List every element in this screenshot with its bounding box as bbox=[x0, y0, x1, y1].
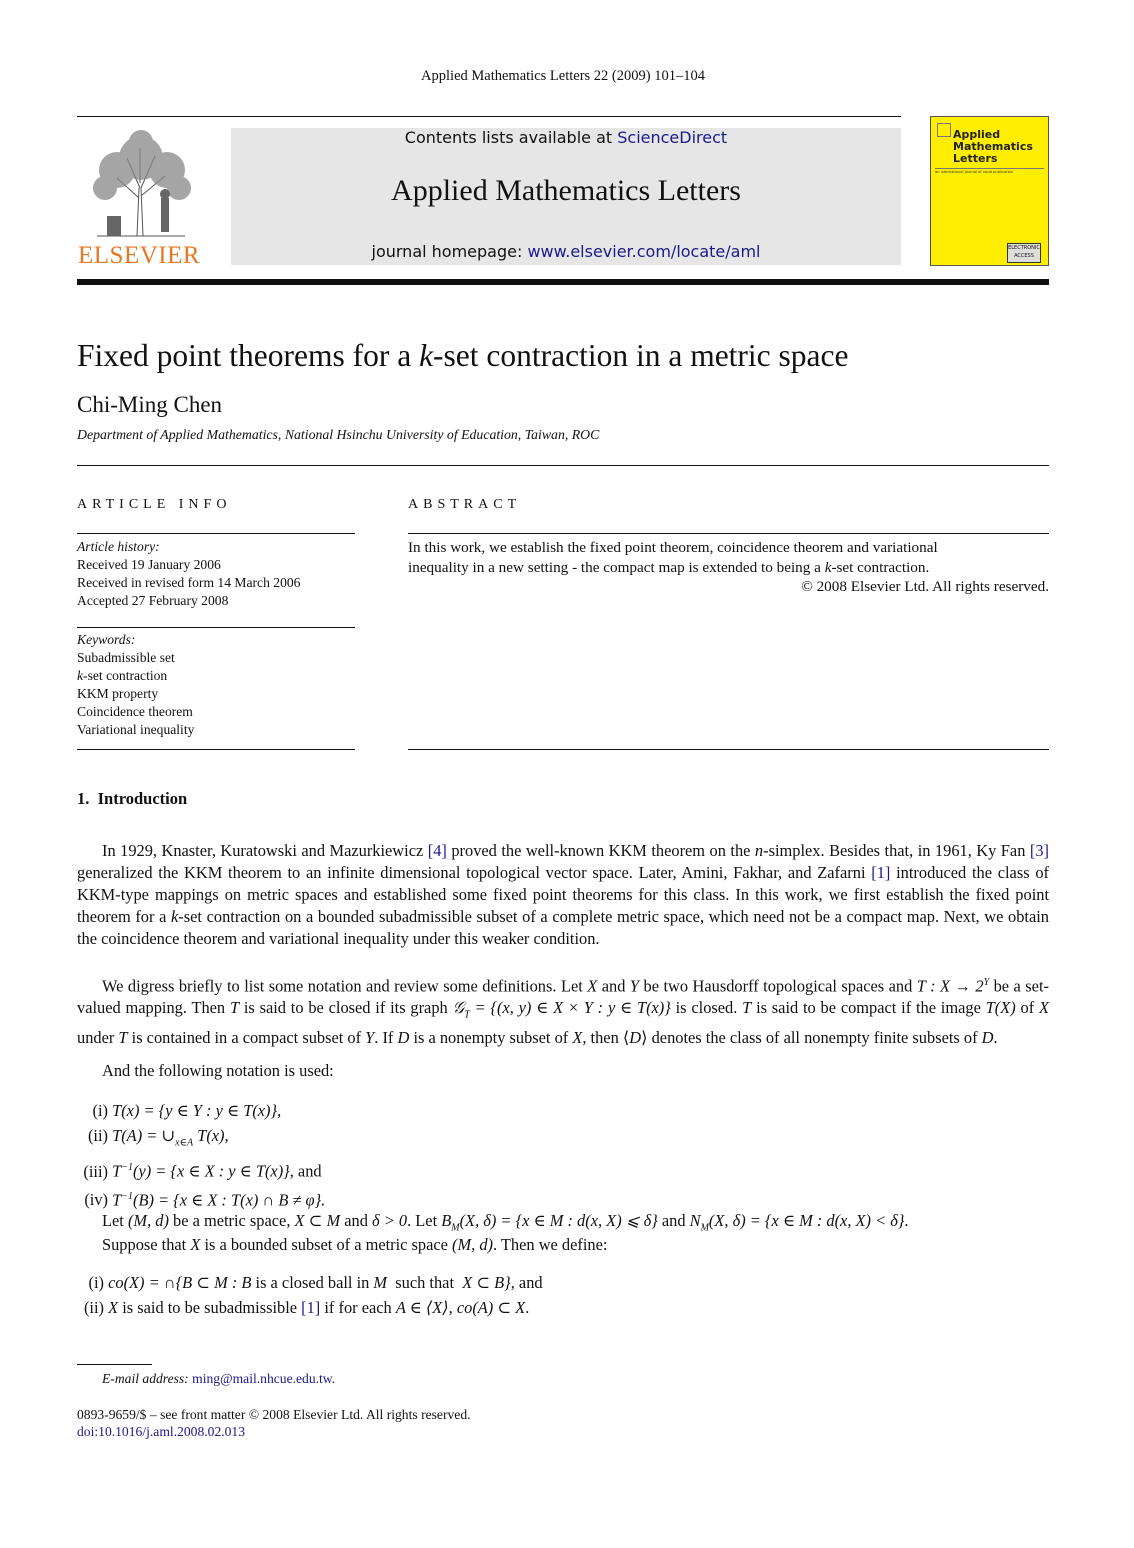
list-item bbox=[77, 1155, 325, 1183]
math-graph: 𝒢 bbox=[452, 998, 465, 1018]
text: We digress briefly to list some notation and review some definitions. Let bbox=[102, 976, 588, 996]
email-link[interactable]: ming@mail.nhcue.edu.tw bbox=[192, 1371, 332, 1386]
issn-line: 0893-9659/$ – see front matter © 2008 Elsevier Ltd. All rights reserved. bbox=[77, 1407, 471, 1422]
keyword: Variational inequality bbox=[77, 722, 195, 737]
article-info-heading: ARTICLE INFO bbox=[77, 497, 232, 512]
cover-badge: ELECTRONIC ACCESS bbox=[1007, 243, 1041, 263]
list-expr: T bbox=[112, 1161, 122, 1181]
math-Y: Y bbox=[629, 976, 640, 996]
suppose-paragraph bbox=[102, 1234, 607, 1256]
math: (M, d) bbox=[127, 1211, 169, 1230]
math-sup: −1 bbox=[121, 1162, 133, 1174]
footer bbox=[77, 1406, 471, 1440]
text: . bbox=[525, 1298, 530, 1317]
math: B bbox=[441, 1211, 452, 1230]
list-expr: T(x), bbox=[193, 1126, 229, 1145]
keywords-label: Keywords: bbox=[77, 632, 136, 647]
keywords-block bbox=[77, 631, 357, 739]
elsevier-logo bbox=[77, 128, 205, 270]
math-sub: M bbox=[700, 1222, 709, 1234]
text: is said to be compact if the image bbox=[751, 998, 986, 1018]
title-part: -set contraction in a metric space bbox=[433, 338, 849, 373]
text: . bbox=[904, 1211, 909, 1230]
math: X bbox=[108, 1298, 119, 1317]
citation-link[interactable]: [4] bbox=[427, 841, 447, 860]
abstract-rule-top bbox=[408, 533, 1049, 534]
list-num: (i) bbox=[88, 1273, 104, 1292]
text: if for each bbox=[320, 1298, 396, 1317]
text: of bbox=[1015, 998, 1039, 1018]
list-expr: (B) = {x ∈ X : T(x) ∩ B ≠ φ}. bbox=[132, 1190, 326, 1210]
text: is said to be closed if its graph bbox=[239, 998, 453, 1018]
text: is a closed ball in bbox=[251, 1273, 374, 1292]
abstract-text bbox=[408, 538, 1049, 597]
text: be a metric space, bbox=[168, 1211, 295, 1230]
math: X ⊂ M bbox=[294, 1211, 341, 1230]
citation-link[interactable]: [1] bbox=[871, 863, 891, 882]
math: (X, δ) = {x ∈ M : d(x, X) < δ} bbox=[708, 1211, 905, 1230]
homepage-prefix: journal homepage: bbox=[371, 242, 528, 261]
received-date: Received 19 January 2006 bbox=[77, 557, 221, 572]
text: Suppose that bbox=[102, 1235, 191, 1254]
text: is said to be subadmissible bbox=[118, 1298, 302, 1317]
text: Let bbox=[102, 1211, 128, 1230]
text: -set contraction on a bounded subadmissible subset of a complete metric space, which need not be a compact map. Next, we obtain the coincidence theorem and variational inequality under this weaker condition. bbox=[77, 907, 1049, 948]
homepage-line bbox=[231, 242, 901, 261]
math-T: T bbox=[742, 998, 752, 1018]
section-heading: 1. Introduction bbox=[77, 789, 188, 808]
math-T: T bbox=[229, 998, 240, 1018]
elsevier-wordmark: ELSEVIER bbox=[78, 242, 201, 269]
text: and bbox=[340, 1211, 373, 1230]
list-num: (ii) bbox=[87, 1126, 108, 1145]
title-k: k bbox=[419, 338, 434, 373]
math-sup: −1 bbox=[121, 1190, 133, 1202]
footnote-rule bbox=[77, 1364, 152, 1365]
text: introduced the class of KKM-type mappings on metric spaces and established some fixed point theorems for this class. In this work, we first establish the fixed point theorem for a bbox=[77, 863, 1049, 926]
list-expr: (y) = {x ∈ X : y ∈ T(x)} bbox=[132, 1161, 290, 1181]
text: , then ⟨ bbox=[582, 1027, 630, 1047]
header-top-rule bbox=[77, 116, 901, 117]
elsevier-tree-icon bbox=[77, 128, 205, 240]
citation-link[interactable]: [1] bbox=[301, 1298, 321, 1317]
math-X: X bbox=[190, 1235, 201, 1254]
list-item bbox=[77, 1184, 325, 1212]
keyword bbox=[77, 667, 357, 685]
running-header: Applied Mathematics Letters 22 (2009) 101–104 bbox=[421, 68, 705, 84]
author-name: Chi-Ming Chen bbox=[77, 392, 223, 417]
text: is a nonempty subset of bbox=[409, 1027, 573, 1047]
abstract-text-part: inequality in a new setting - the compact map is extended to being a bbox=[408, 558, 825, 576]
article-info-rule-bottom bbox=[77, 749, 355, 750]
list-expr: T(x) = {y ∈ Y : y ∈ T(x)}, bbox=[112, 1101, 282, 1120]
list-num: (i) bbox=[92, 1101, 108, 1120]
notation-list bbox=[77, 1098, 325, 1212]
math: δ > 0 bbox=[372, 1211, 408, 1230]
keyword: KKM property bbox=[77, 686, 159, 701]
text: and bbox=[657, 1211, 690, 1230]
sciencedirect-link[interactable]: ScienceDirect bbox=[617, 128, 728, 147]
math-X: X bbox=[1038, 998, 1049, 1018]
text: In 1929, Knaster, Kuratowski and Mazurkiewicz bbox=[102, 841, 428, 860]
text: . Let bbox=[407, 1211, 442, 1230]
abstract-k: k bbox=[824, 558, 832, 576]
definition-item bbox=[77, 1295, 543, 1320]
abstract-line bbox=[408, 558, 1049, 578]
math-D: D bbox=[981, 1027, 994, 1047]
text: be two Hausdorff topological spaces and bbox=[639, 976, 917, 996]
math-sub: x∈A bbox=[175, 1137, 194, 1149]
math-D: D bbox=[629, 1027, 642, 1047]
title-part: Fixed point theorems for a bbox=[77, 338, 420, 373]
abstract-heading: ABSTRACT bbox=[408, 497, 522, 512]
definition-item bbox=[77, 1270, 543, 1295]
intro-paragraph-1 bbox=[77, 840, 1049, 950]
math: (X, δ) = {x ∈ M : d(x, X) ⩽ δ} bbox=[459, 1211, 658, 1230]
text: is a bounded subset of a metric space bbox=[200, 1235, 453, 1254]
text: -simplex. Besides that, in 1961, Ky Fan bbox=[763, 841, 1030, 860]
text: such that bbox=[387, 1273, 463, 1292]
math-k: k bbox=[171, 907, 179, 926]
footnote bbox=[102, 1371, 335, 1387]
list-item bbox=[77, 1098, 325, 1123]
text: and bbox=[597, 976, 630, 996]
contents-line bbox=[231, 128, 901, 147]
list-num: (iii) bbox=[83, 1161, 108, 1181]
text: , and bbox=[289, 1161, 322, 1181]
math-Y: Y bbox=[365, 1027, 375, 1047]
cover-title-2: Mathematics bbox=[953, 140, 1033, 153]
header-thick-rule bbox=[77, 279, 1049, 285]
math-D: D bbox=[397, 1027, 410, 1047]
text: under bbox=[77, 1027, 119, 1047]
list-item bbox=[77, 1123, 325, 1155]
text: generalized the KKM theorem to an infinite dimensional topological vector space. Later, Amini, Fakhar, and Zafarni bbox=[77, 863, 872, 882]
text: . Then we define: bbox=[493, 1235, 608, 1254]
abstract-copyright: © 2008 Elsevier Ltd. All rights reserved. bbox=[801, 578, 1049, 595]
math: co(X) = ∩{B ⊂ M : B bbox=[108, 1273, 252, 1292]
citation-link[interactable]: [3] bbox=[1029, 841, 1049, 860]
math-T: T bbox=[118, 1027, 128, 1047]
text: . bbox=[993, 1027, 998, 1047]
math-n: n bbox=[754, 841, 764, 860]
revised-date: Received in revised form 14 March 2006 bbox=[77, 575, 301, 590]
math-sub: M bbox=[451, 1222, 460, 1234]
affiliation: Department of Applied Mathematics, National Hsinchu University of Education, Taiwan, ROC bbox=[77, 427, 600, 442]
text: be a set-valued mapping. Then bbox=[77, 976, 1049, 1018]
list-expr: T(A) = ∪ bbox=[112, 1126, 176, 1145]
math-X: X bbox=[572, 1027, 583, 1047]
article-history bbox=[77, 538, 357, 610]
math: M bbox=[373, 1273, 388, 1292]
math-X: X bbox=[587, 976, 598, 996]
journal-homepage-link[interactable]: www.elsevier.com/locate/aml bbox=[527, 242, 761, 261]
text: ⟩ denotes the class of all nonempty finite subsets of bbox=[641, 1027, 982, 1047]
text: proved the well-known KKM theorem on the bbox=[446, 841, 755, 860]
abstract-text-part: -set contraction. bbox=[831, 558, 930, 576]
keyword-rest: -set contraction bbox=[83, 668, 168, 683]
math: N bbox=[689, 1211, 701, 1230]
abstract-rule-bottom bbox=[408, 749, 1049, 750]
intro-paragraph-3: And the following notation is used: bbox=[102, 1061, 334, 1080]
cover-title-1: Applied bbox=[953, 128, 1001, 141]
definitions-list bbox=[77, 1270, 543, 1320]
list-num: (ii) bbox=[83, 1298, 104, 1317]
keyword: Subadmissible set bbox=[77, 650, 175, 665]
cover-title-3: Letters bbox=[953, 152, 998, 165]
math-sup: Y bbox=[983, 977, 990, 988]
math: X ⊂ B} bbox=[462, 1273, 511, 1292]
article-info-rule-top bbox=[77, 533, 355, 534]
cover-logo-icon bbox=[937, 123, 951, 137]
text: . bbox=[331, 1371, 336, 1386]
list-num: (iv) bbox=[84, 1190, 108, 1210]
cover-subtitle: an international journal of rapid publication bbox=[935, 170, 1014, 174]
math-graph-def: = {(x, y) ∈ X × Y : y ∈ T(x)} bbox=[469, 998, 671, 1018]
footnote-label: E-mail address: bbox=[102, 1371, 193, 1386]
math-mapping: T : X → 2 bbox=[916, 976, 984, 996]
doi-link[interactable]: doi:10.1016/j.aml.2008.02.013 bbox=[77, 1424, 246, 1439]
list-expr: T bbox=[112, 1190, 122, 1210]
title-bottom-rule bbox=[77, 465, 1049, 466]
keyword-k: k bbox=[77, 668, 84, 683]
abstract-line: In this work, we establish the fixed point theorem, coincidence theorem and variational bbox=[408, 539, 938, 556]
math-TX: T(X) bbox=[985, 998, 1016, 1018]
keyword: Coincidence theorem bbox=[77, 704, 193, 719]
accepted-date: Accepted 27 February 2008 bbox=[77, 593, 229, 608]
intro-paragraph-2 bbox=[77, 972, 1049, 1049]
journal-cover bbox=[930, 116, 1049, 266]
journal-title: Applied Mathematics Letters bbox=[391, 174, 741, 207]
math-sub: T bbox=[464, 1009, 470, 1021]
text: is closed. bbox=[670, 998, 743, 1018]
math: A ∈ ⟨X⟩, co(A) ⊂ X bbox=[395, 1298, 526, 1317]
math: (M, d) bbox=[452, 1235, 494, 1254]
text: . If bbox=[374, 1027, 398, 1047]
text: , and bbox=[510, 1273, 543, 1292]
journal-banner bbox=[231, 128, 901, 265]
contents-prefix: Contents lists available at bbox=[404, 128, 618, 147]
article-info-rule-mid bbox=[77, 627, 355, 628]
text: is contained in a compact subset of bbox=[127, 1027, 366, 1047]
history-label: Article history: bbox=[77, 539, 160, 554]
article-title bbox=[77, 338, 848, 374]
